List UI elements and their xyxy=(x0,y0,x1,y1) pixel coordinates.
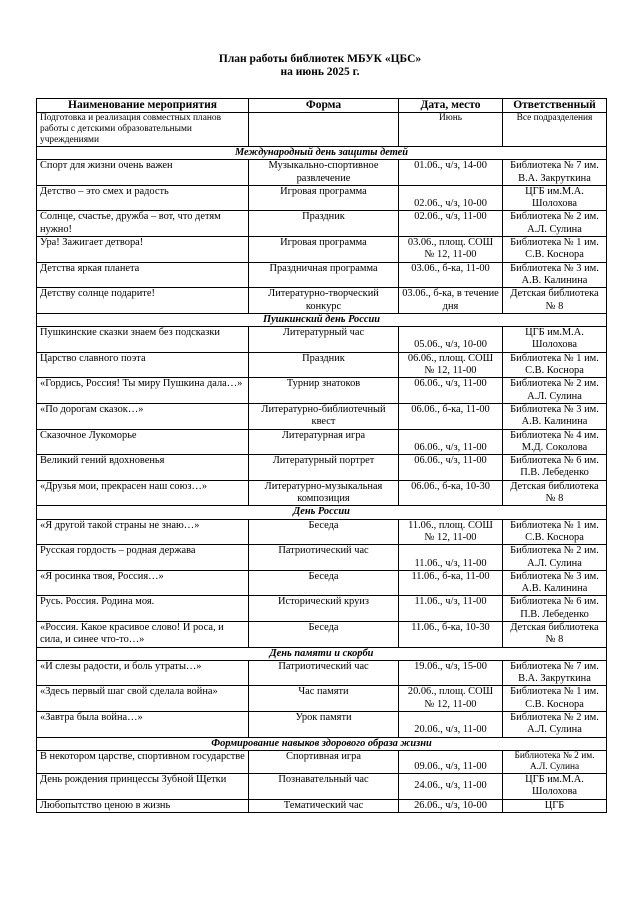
table-row xyxy=(37,378,607,404)
column-header-date: Дата, место xyxy=(399,99,503,113)
table-body xyxy=(37,113,607,813)
cell-form: Познавательный час xyxy=(249,773,399,799)
cell-responsible: ЦГБ им.М.А. Шолохова xyxy=(503,185,607,211)
cell-date-place: 06.06., площ. СОШ № 12, 11-00 xyxy=(399,352,503,378)
table-row xyxy=(37,327,607,353)
cell-event-name: Спорт для жизни очень важен xyxy=(37,160,249,186)
table-row xyxy=(37,113,607,147)
cell-responsible: Библиотека № 6 им. П.В. Лебеденко xyxy=(503,455,607,481)
cell-responsible: Библиотека № 4 им. М.Д. Соколова xyxy=(503,429,607,455)
cell-date-place: 11.06., б-ка, 10-30 xyxy=(399,621,503,647)
cell-event-name: Подготовка и реализация совместных планов работы с детскими образовательными учреждениями xyxy=(37,113,249,147)
cell-event-name: «Гордись, Россия! Ты миру Пушкина дала…» xyxy=(37,378,249,404)
cell-responsible: Библиотека № 6 им. П.В. Лебеденко xyxy=(503,596,607,622)
cell-event-name: «Здесь первый шаг свой сделала война» xyxy=(37,686,249,712)
cell-form xyxy=(249,113,399,147)
cell-date-place: 19.06., ч/з, 15-00 xyxy=(399,660,503,686)
cell-responsible: Библиотека № 2 им. А.Л. Сулина xyxy=(503,545,607,571)
cell-event-name: «Я росинка твоя, Россия…» xyxy=(37,570,249,596)
cell-date-place: 20.06., площ. СОШ № 12, 11-00 xyxy=(399,686,503,712)
cell-form: Тематический час xyxy=(249,799,399,812)
table-header-row xyxy=(37,99,607,113)
cell-date-place: 05.06., ч/з, 10-00 xyxy=(399,327,503,353)
table-row xyxy=(37,403,607,429)
cell-event-name: «Завтра была война…» xyxy=(37,712,249,738)
table-row xyxy=(37,799,607,812)
cell-responsible: Библиотека № 3 им. А.В. Калинина xyxy=(503,262,607,288)
cell-date-place: 03.06., б-ка, в течение дня xyxy=(399,288,503,314)
cell-form: Час памяти xyxy=(249,686,399,712)
document-title: План работы библиотек МБУК «ЦБС» xyxy=(218,53,422,65)
section-header-row xyxy=(37,647,607,660)
cell-date-place: 26.06., ч/з, 10-00 xyxy=(399,799,503,812)
table-row xyxy=(37,686,607,712)
cell-event-name: Детства яркая планета xyxy=(37,262,249,288)
table-row xyxy=(37,570,607,596)
table-row xyxy=(37,519,607,545)
cell-event-name: День рождения принцессы Зубной Щетки xyxy=(37,773,249,799)
cell-form: Спортивная игра xyxy=(249,750,399,773)
table-row xyxy=(37,660,607,686)
cell-responsible: Библиотека № 1 им. С.В. Коснора xyxy=(503,237,607,263)
cell-responsible: Детская библиотека № 8 xyxy=(503,621,607,647)
section-header-row xyxy=(37,737,607,750)
cell-date-place: 20.06., ч/з, 11-00 xyxy=(399,712,503,738)
cell-form: Игровая программа xyxy=(249,185,399,211)
cell-event-name: Царство славного поэта xyxy=(37,352,249,378)
cell-event-name: Ура! Зажигает детвора! xyxy=(37,237,249,263)
cell-responsible: Библиотека № 7 им. В.А. Закруткина xyxy=(503,660,607,686)
column-header-name: Наименование мероприятия xyxy=(37,99,249,113)
cell-event-name: «Россия. Какое красивое слово! И роса, и сила, и синее что-то…» xyxy=(37,621,249,647)
table-row xyxy=(37,750,607,773)
plan-table xyxy=(36,98,607,813)
cell-form: Литературно-музыкальная композиция xyxy=(249,480,399,506)
cell-event-name: Детство – это смех и радость xyxy=(37,185,249,211)
section-title: Пушкинский день России xyxy=(37,313,607,326)
cell-form: Праздник xyxy=(249,352,399,378)
cell-date-place: Июнь xyxy=(399,113,503,147)
cell-form: Музыкально-спортивное развлечение xyxy=(249,160,399,186)
cell-responsible: Библиотека № 1 им. С.В. Коснора xyxy=(503,352,607,378)
table-row xyxy=(37,262,607,288)
cell-form: Праздничная программа xyxy=(249,262,399,288)
cell-date-place: 03.06., площ. СОШ № 12, 11-00 xyxy=(399,237,503,263)
cell-event-name: В некотором царстве, спортивном государстве xyxy=(37,750,249,773)
cell-event-name: «И слезы радости, и боль утраты…» xyxy=(37,660,249,686)
cell-event-name: «По дорогам сказок…» xyxy=(37,403,249,429)
cell-event-name: Любопытство ценою в жизнь xyxy=(37,799,249,812)
cell-event-name: Солнце, счастье, дружба – вот, что детям нужно! xyxy=(37,211,249,237)
cell-date-place: 24.06., ч/з, 11-00 xyxy=(399,773,503,799)
section-title: Формирование навыков здорового образа жизни xyxy=(37,737,607,750)
section-title: Международный день защиты детей xyxy=(37,147,607,160)
table-row xyxy=(37,480,607,506)
cell-responsible: ЦГБ им.М.А. Шолохова xyxy=(503,327,607,353)
cell-responsible: ЦГБ им.М.А. Шолохова xyxy=(503,773,607,799)
cell-responsible: Детская библиотека № 8 xyxy=(503,480,607,506)
table-row xyxy=(37,185,607,211)
cell-date-place: 02.06., ч/з, 10-00 xyxy=(399,185,503,211)
table-row xyxy=(37,621,607,647)
cell-date-place: 02.06., ч/з, 11-00 xyxy=(399,211,503,237)
cell-date-place: 06.06., б-ка, 10-30 xyxy=(399,480,503,506)
cell-form: Литературный портрет xyxy=(249,455,399,481)
table-row xyxy=(37,429,607,455)
cell-form: Исторический круиз xyxy=(249,596,399,622)
cell-date-place: 11.06., площ. СОШ № 12, 11-00 xyxy=(399,519,503,545)
cell-date-place: 06.06., ч/з, 11-00 xyxy=(399,455,503,481)
cell-form: Беседа xyxy=(249,621,399,647)
cell-event-name: «Друзья мои, прекрасен наш союз…» xyxy=(37,480,249,506)
cell-responsible: Библиотека № 2 им. А.Л. Сулина xyxy=(503,712,607,738)
cell-responsible: ЦГБ xyxy=(503,799,607,812)
cell-responsible: Библиотека № 3 им. А.В. Калинина xyxy=(503,570,607,596)
section-title: День России xyxy=(37,506,607,519)
cell-form: Урок памяти xyxy=(249,712,399,738)
cell-responsible: Библиотека № 2 им. А.Л. Сулина xyxy=(503,378,607,404)
section-header-row xyxy=(37,147,607,160)
table-row xyxy=(37,352,607,378)
table-row xyxy=(37,712,607,738)
cell-event-name: «Я другой такой страны не знаю…» xyxy=(37,519,249,545)
cell-date-place: 11.06., ч/з, 11-00 xyxy=(399,596,503,622)
cell-event-name: Пушкинские сказки знаем без подсказки xyxy=(37,327,249,353)
table-row xyxy=(37,211,607,237)
cell-form: Турнир знатоков xyxy=(249,378,399,404)
cell-responsible: Библиотека № 7 им. В.А. Закруткина xyxy=(503,160,607,186)
cell-date-place: 01.06., ч/з, 14-00 xyxy=(399,160,503,186)
cell-form: Литературный час xyxy=(249,327,399,353)
table-row xyxy=(37,773,607,799)
column-header-form: Форма xyxy=(249,99,399,113)
cell-form: Патриотический час xyxy=(249,545,399,571)
cell-form: Беседа xyxy=(249,519,399,545)
cell-responsible: Детская библиотека № 8 xyxy=(503,288,607,314)
section-title: День памяти и скорби xyxy=(37,647,607,660)
cell-date-place: 03.06., б-ка, 11-00 xyxy=(399,262,503,288)
table-row xyxy=(37,455,607,481)
cell-responsible: Библиотека № 2 им. А.Л. Сулина xyxy=(503,750,607,773)
cell-form: Литературно-библиотечный квест xyxy=(249,403,399,429)
cell-date-place: 06.06., б-ка, 11-00 xyxy=(399,403,503,429)
cell-form: Игровая программа xyxy=(249,237,399,263)
section-header-row xyxy=(37,313,607,326)
cell-event-name: Детству солнце подарите! xyxy=(37,288,249,314)
cell-event-name: Русь. Россия. Родина моя. xyxy=(37,596,249,622)
cell-responsible: Библиотека № 1 им. С.В. Коснора xyxy=(503,686,607,712)
cell-date-place: 11.06., ч/з, 11-00 xyxy=(399,545,503,571)
section-header-row xyxy=(37,506,607,519)
document-subtitle: на июнь 2025 г. xyxy=(280,66,360,78)
table-row xyxy=(37,288,607,314)
cell-form: Литературно-творческий конкурс xyxy=(249,288,399,314)
cell-form: Праздник xyxy=(249,211,399,237)
cell-responsible: Библиотека № 2 им. А.Л. Сулина xyxy=(503,211,607,237)
cell-date-place: 06.06., ч/з, 11-00 xyxy=(399,378,503,404)
cell-date-place: 09.06., ч/з, 11-00 xyxy=(399,750,503,773)
cell-form: Патриотический час xyxy=(249,660,399,686)
cell-event-name: Сказочное Лукоморье xyxy=(37,429,249,455)
table-row xyxy=(37,545,607,571)
cell-responsible: Библиотека № 3 им. А.В. Калинина xyxy=(503,403,607,429)
cell-date-place: 06.06., ч/з, 11-00 xyxy=(399,429,503,455)
cell-form: Литературная игра xyxy=(249,429,399,455)
table-row xyxy=(37,160,607,186)
cell-event-name: Великий гений вдохновенья xyxy=(37,455,249,481)
cell-event-name: Русская гордость – родная держава xyxy=(37,545,249,571)
cell-date-place: 11.06., б-ка, 11-00 xyxy=(399,570,503,596)
table-row xyxy=(37,237,607,263)
column-header-responsible: Ответственный xyxy=(503,99,607,113)
cell-form: Беседа xyxy=(249,570,399,596)
cell-responsible: Все подразделения xyxy=(503,113,607,147)
table-row xyxy=(37,596,607,622)
cell-responsible: Библиотека № 1 им. С.В. Коснора xyxy=(503,519,607,545)
